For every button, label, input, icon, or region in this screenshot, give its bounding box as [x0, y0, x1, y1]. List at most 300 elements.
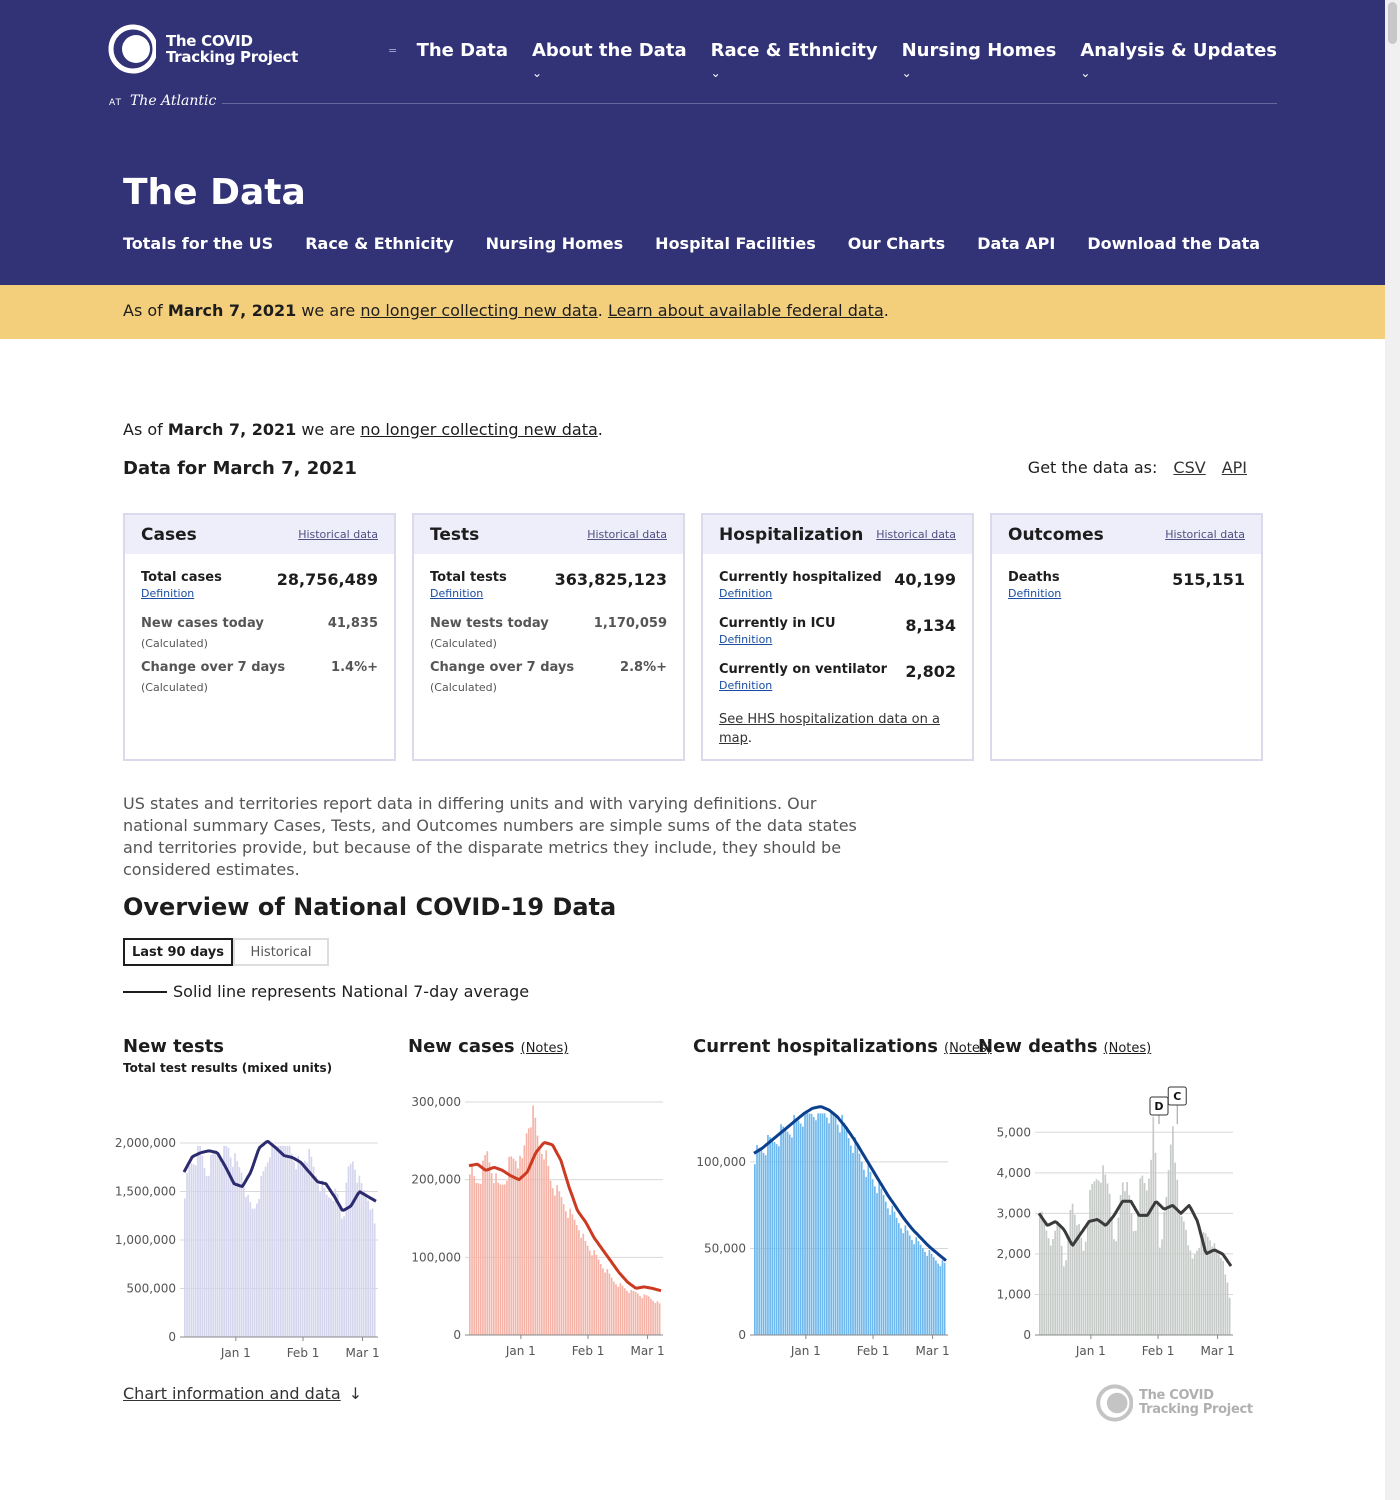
bar	[565, 1211, 567, 1335]
bar	[872, 1179, 874, 1335]
api-link[interactable]: API	[1221, 458, 1247, 477]
y-tick-label: 300,000	[411, 1095, 461, 1109]
get-data-label: Get the data as:	[1027, 458, 1158, 477]
bar	[236, 1161, 238, 1337]
bar	[1067, 1235, 1069, 1335]
bar	[578, 1230, 580, 1335]
metric-value: 1.4%+	[331, 660, 378, 675]
deaths-row	[1008, 570, 1245, 600]
definition-link[interactable]: Definition	[719, 679, 773, 692]
bar	[199, 1146, 201, 1337]
chart-title-new-deaths	[978, 1036, 1151, 1057]
bar	[857, 1145, 859, 1335]
bar	[898, 1223, 900, 1335]
page-scrollbar[interactable]	[1385, 0, 1400, 1500]
change-7-days-row	[141, 660, 378, 694]
change-7-days-row	[430, 660, 667, 694]
banner-end: .	[883, 301, 889, 320]
legend-text: Solid line represents National 7-day average	[173, 982, 530, 1001]
metric-value: 363,825,123	[554, 570, 667, 589]
bar	[931, 1254, 933, 1335]
y-tick-label: 1,000,000	[114, 1233, 176, 1247]
card-body	[414, 554, 683, 694]
bar	[267, 1162, 269, 1337]
bar	[550, 1181, 552, 1335]
bar	[225, 1146, 227, 1337]
bar	[324, 1188, 326, 1337]
notes-link[interactable]: (Notes)	[944, 1041, 992, 1056]
bar	[541, 1154, 543, 1335]
hhs-map-link[interactable]: See HHS hospitalization data on a map	[719, 712, 940, 746]
calculated-note: (Calculated)	[141, 637, 208, 650]
bar	[1074, 1215, 1076, 1335]
bar	[1094, 1181, 1096, 1335]
bar	[561, 1197, 563, 1335]
definition-link[interactable]: Definition	[141, 587, 195, 600]
bar	[1144, 1183, 1146, 1335]
bar	[486, 1151, 488, 1335]
bar	[1124, 1191, 1126, 1335]
bar	[191, 1163, 193, 1337]
nav-label: About the Data	[531, 40, 687, 61]
bar	[1122, 1182, 1124, 1335]
chart-title-text: New cases	[408, 1036, 515, 1057]
bar	[1214, 1243, 1216, 1335]
x-tick-label: Jan 1	[790, 1344, 821, 1358]
chevron-down-icon[interactable]: ⌄	[710, 66, 721, 80]
x-tick-label: Mar 1	[630, 1344, 665, 1358]
bar	[1100, 1183, 1102, 1335]
metric-label: Currently in ICU	[719, 616, 836, 631]
scrollbar-thumb[interactable]	[1388, 2, 1397, 44]
bar	[646, 1295, 648, 1335]
bar	[865, 1177, 867, 1335]
bar	[911, 1240, 913, 1335]
banner-date: March 7, 2021	[167, 301, 297, 320]
bar	[835, 1117, 837, 1335]
tests-card	[412, 513, 685, 761]
subnav-our-charts[interactable]: Our Charts	[847, 234, 946, 253]
bar	[795, 1118, 797, 1335]
card-header	[992, 515, 1261, 554]
bar	[539, 1149, 541, 1335]
bar	[374, 1223, 376, 1337]
bar	[1065, 1260, 1067, 1335]
bar	[1085, 1242, 1087, 1335]
bar	[1227, 1283, 1229, 1335]
bar	[554, 1196, 556, 1335]
bar	[933, 1257, 935, 1335]
y-tick-label: 0	[168, 1330, 176, 1344]
bar	[815, 1120, 817, 1335]
bar	[519, 1156, 521, 1335]
site-logo[interactable]	[108, 24, 298, 74]
subnav-totals-us[interactable]: Totals for the US	[123, 234, 274, 253]
chevron-down-icon[interactable]: ⌄	[1080, 66, 1091, 80]
bar	[837, 1125, 839, 1335]
bar	[215, 1150, 217, 1337]
bar	[846, 1131, 848, 1335]
bar	[484, 1155, 486, 1335]
metric-label: Change over 7 days	[430, 660, 575, 675]
bar	[920, 1245, 922, 1335]
bar	[657, 1301, 659, 1335]
bar	[778, 1146, 780, 1335]
bar	[502, 1185, 504, 1335]
legend-line-swatch	[123, 991, 167, 993]
bar	[1041, 1212, 1043, 1335]
bar	[574, 1220, 576, 1335]
subnav-hospital-facilities[interactable]: Hospital Facilities	[655, 234, 816, 253]
bar	[569, 1209, 571, 1335]
x-tick-label: Mar 1	[915, 1344, 950, 1358]
chart-subtitle-new-tests: Total test results (mixed units)	[123, 1061, 333, 1075]
y-tick-label: 50,000	[704, 1241, 746, 1256]
metric-label: Currently on ventilator	[719, 662, 888, 677]
bar	[1220, 1258, 1222, 1335]
bar	[802, 1127, 804, 1335]
x-tick-label: Mar 1	[1200, 1344, 1235, 1358]
historical-data-link[interactable]: Historical data	[298, 528, 378, 541]
asof-end: .	[597, 420, 603, 439]
metric-value: 41,835	[327, 616, 378, 631]
bar	[1083, 1251, 1085, 1335]
bar	[1107, 1183, 1109, 1335]
nav-the-data[interactable]	[417, 40, 508, 61]
bar	[1135, 1231, 1137, 1335]
bar	[317, 1184, 319, 1337]
bar	[900, 1228, 902, 1335]
bar	[622, 1286, 624, 1335]
menu-glyph-icon[interactable]: =	[388, 44, 398, 57]
bar	[1168, 1170, 1170, 1335]
bar	[563, 1204, 565, 1335]
bar	[1159, 1248, 1161, 1335]
bar	[506, 1181, 508, 1335]
subnav-download-data[interactable]: Download the Data	[1087, 234, 1261, 253]
bar	[493, 1183, 495, 1335]
nav-about-the-data[interactable]	[531, 40, 687, 80]
bar	[328, 1197, 330, 1337]
overview-title: Overview of National COVID-19 Data	[123, 893, 617, 921]
y-tick-label: 2,000,000	[114, 1136, 176, 1150]
subnav-data-api[interactable]: Data API	[977, 234, 1056, 253]
bar	[1070, 1210, 1072, 1335]
bar	[297, 1156, 299, 1337]
bar	[1179, 1211, 1181, 1335]
footer-logo	[1095, 1382, 1253, 1424]
chart-legend	[123, 982, 529, 1001]
card-title: Tests	[430, 524, 480, 545]
bar	[1126, 1182, 1128, 1335]
metric-value: 2.8%+	[620, 660, 667, 675]
nav-nursing-homes[interactable]	[901, 40, 1057, 80]
historical-data-link[interactable]: Historical data	[1165, 528, 1245, 541]
bar	[791, 1137, 793, 1335]
x-tick-label: Jan 1	[220, 1346, 251, 1360]
bar	[652, 1301, 654, 1335]
bar	[894, 1212, 896, 1335]
bar	[1046, 1231, 1048, 1335]
bar	[293, 1162, 295, 1337]
bar	[476, 1183, 478, 1335]
logo-line2: Tracking Project	[166, 48, 299, 66]
bar	[809, 1113, 811, 1335]
y-tick-label: 200,000	[411, 1172, 461, 1187]
bar	[1172, 1126, 1174, 1335]
metric-label: Deaths	[1008, 570, 1060, 585]
bar	[613, 1282, 615, 1335]
metric-value: 8,134	[905, 616, 956, 635]
bar	[929, 1250, 931, 1335]
bar	[937, 1264, 939, 1335]
bar	[1229, 1298, 1231, 1335]
bar	[761, 1151, 763, 1335]
bar	[606, 1269, 608, 1335]
bar	[776, 1144, 778, 1335]
bar	[780, 1124, 782, 1335]
bar	[883, 1195, 885, 1335]
bar	[1098, 1181, 1100, 1335]
bar	[626, 1291, 628, 1335]
bar	[1078, 1224, 1080, 1335]
nav-label: Analysis & Updates	[1080, 40, 1277, 61]
bar	[637, 1294, 639, 1335]
notes-link[interactable]: (Notes)	[1103, 1041, 1152, 1056]
bar	[758, 1148, 760, 1335]
definition-link[interactable]: Definition	[1008, 587, 1062, 600]
bar	[813, 1117, 815, 1335]
bar	[1109, 1194, 1111, 1335]
metric-value: 28,756,489	[276, 570, 378, 589]
bar	[819, 1113, 821, 1335]
bar	[1190, 1250, 1192, 1335]
bar	[273, 1146, 275, 1337]
bar	[260, 1176, 262, 1337]
bar	[359, 1176, 361, 1337]
nav-race-ethnicity[interactable]	[710, 40, 878, 80]
nav-label: Race & Ethnicity	[710, 40, 878, 61]
bar	[861, 1162, 863, 1335]
bar	[1139, 1178, 1141, 1335]
metric-label: Change over 7 days	[141, 660, 286, 675]
historical-button[interactable]: Historical	[233, 938, 329, 966]
csv-link[interactable]: CSV	[1173, 458, 1206, 477]
bar	[1137, 1213, 1139, 1335]
bar	[504, 1184, 506, 1335]
bar	[510, 1156, 512, 1335]
bar	[782, 1127, 784, 1335]
bar	[480, 1184, 482, 1335]
bar	[769, 1137, 771, 1335]
bar	[935, 1260, 937, 1335]
bar	[321, 1180, 323, 1337]
bar	[1216, 1251, 1218, 1335]
chart-title-text: Current hospitalizations	[693, 1036, 939, 1057]
bar	[1050, 1246, 1052, 1335]
bar	[304, 1161, 306, 1337]
banner-no-longer-link[interactable]: no longer collecting new data	[360, 301, 598, 320]
bar	[628, 1293, 630, 1335]
bar	[1131, 1213, 1133, 1335]
bar	[918, 1241, 920, 1335]
bar	[1091, 1184, 1093, 1335]
notes-link[interactable]: (Notes)	[520, 1041, 569, 1056]
bar	[1163, 1212, 1165, 1335]
bar	[767, 1135, 769, 1335]
x-tick-label: Mar 1	[345, 1346, 380, 1360]
bar	[1176, 1180, 1178, 1335]
x-tick-label: Jan 1	[1075, 1344, 1106, 1358]
footer-logo-text	[1139, 1389, 1253, 1417]
card-body	[992, 554, 1261, 600]
bar	[863, 1170, 865, 1335]
bar	[1161, 1239, 1163, 1335]
bar	[817, 1113, 819, 1335]
bar	[478, 1183, 480, 1335]
chart-title-new-tests	[123, 1036, 224, 1057]
x-tick-label: Jan 1	[505, 1344, 536, 1358]
bar	[495, 1173, 497, 1335]
bar	[308, 1149, 310, 1337]
y-tick-label: 3,000	[996, 1206, 1031, 1221]
chevron-down-icon[interactable]: ⌄	[531, 66, 543, 80]
bar	[508, 1157, 510, 1335]
bar	[369, 1210, 371, 1337]
y-tick-label: 0	[738, 1328, 746, 1342]
bar	[330, 1198, 332, 1337]
definition-link[interactable]: Definition	[719, 633, 773, 646]
bar	[798, 1121, 800, 1335]
card-header	[125, 515, 394, 554]
historical-data-link[interactable]: Historical data	[587, 528, 667, 541]
main-nav	[393, 40, 1277, 80]
bar	[528, 1128, 530, 1335]
chart-info-link[interactable]	[123, 1384, 362, 1403]
banner-prefix: As of	[123, 301, 168, 320]
y-tick-label: 500,000	[126, 1281, 176, 1296]
bar	[221, 1163, 223, 1337]
footer-logo-line2: Tracking Project	[1139, 1402, 1253, 1417]
bar	[339, 1206, 341, 1337]
card-header	[414, 515, 683, 554]
bar	[654, 1303, 656, 1335]
summary-cards	[123, 513, 1279, 761]
subnav-nursing-homes[interactable]: Nursing Homes	[485, 234, 624, 253]
bar	[1120, 1195, 1122, 1335]
asof-prefix: As of	[123, 420, 168, 439]
bar	[256, 1204, 258, 1337]
bar	[828, 1123, 830, 1335]
bar	[1152, 1117, 1154, 1335]
bar	[500, 1184, 502, 1335]
bar	[611, 1278, 613, 1335]
currently-in-icu-row	[719, 616, 956, 646]
y-tick-label: 1,000	[996, 1287, 1031, 1302]
card-header	[703, 515, 972, 554]
bar	[1087, 1224, 1089, 1335]
bar	[774, 1142, 776, 1335]
atlantic-credit[interactable]	[109, 93, 216, 109]
bar	[1096, 1179, 1098, 1335]
asof-no-longer-link[interactable]: no longer collecting new data	[360, 420, 598, 439]
banner-federal-data-link[interactable]: Learn about available federal data	[607, 301, 884, 320]
bar	[905, 1225, 907, 1335]
bar	[315, 1176, 317, 1337]
calculated-note: (Calculated)	[430, 637, 497, 650]
bar	[284, 1146, 286, 1337]
bar	[278, 1146, 280, 1337]
bar	[552, 1188, 554, 1335]
definition-link[interactable]: Definition	[430, 587, 484, 600]
total-cases-row	[141, 570, 378, 600]
bar	[1056, 1223, 1058, 1335]
bar	[878, 1182, 880, 1335]
bar	[804, 1113, 806, 1335]
bar	[787, 1132, 789, 1335]
bar	[1039, 1217, 1041, 1335]
chart-title-new-cases	[408, 1036, 568, 1057]
chevron-down-icon[interactable]: ⌄	[901, 66, 912, 80]
nav-analysis-updates[interactable]	[1080, 40, 1277, 80]
bar	[1104, 1175, 1106, 1335]
bar	[633, 1291, 635, 1335]
bar	[600, 1264, 602, 1335]
currently-on-ventilator-row	[719, 662, 956, 692]
bar	[532, 1105, 534, 1335]
bar	[537, 1136, 539, 1335]
historical-data-link[interactable]: Historical data	[876, 528, 956, 541]
bar	[826, 1117, 828, 1335]
bar	[1128, 1195, 1130, 1335]
subnav-race-ethnicity[interactable]: Race & Ethnicity	[305, 234, 454, 253]
y-tick-label: 1,500,000	[114, 1184, 176, 1199]
bar	[556, 1185, 558, 1335]
y-tick-label: 100,000	[696, 1154, 746, 1169]
bar	[195, 1165, 197, 1337]
new-tests-chart	[108, 1100, 388, 1370]
bar	[365, 1196, 367, 1337]
bar	[1183, 1222, 1185, 1335]
bar	[367, 1201, 369, 1337]
definition-link[interactable]: Definition	[719, 587, 773, 600]
bar	[234, 1153, 236, 1337]
bar	[482, 1161, 484, 1335]
bar	[363, 1190, 365, 1337]
bar	[230, 1158, 232, 1337]
bar	[361, 1183, 363, 1337]
footer-logo-line1: The COVID	[1139, 1388, 1214, 1403]
notice-banner	[0, 285, 1400, 339]
site-header	[0, 0, 1400, 285]
bar	[765, 1155, 767, 1335]
bar	[824, 1113, 826, 1335]
last-90-days-button[interactable]: Last 90 days	[123, 938, 233, 966]
bar	[269, 1157, 271, 1337]
bar	[188, 1166, 190, 1337]
bar	[1166, 1197, 1168, 1335]
bar	[615, 1284, 617, 1335]
bar	[1089, 1190, 1091, 1335]
bar	[232, 1167, 234, 1337]
bar	[208, 1176, 210, 1337]
bar	[1192, 1258, 1194, 1335]
bar	[867, 1164, 869, 1335]
chart-title-text: New tests	[123, 1036, 225, 1057]
bar	[545, 1150, 547, 1335]
bar	[839, 1132, 841, 1335]
bar	[1115, 1241, 1117, 1335]
